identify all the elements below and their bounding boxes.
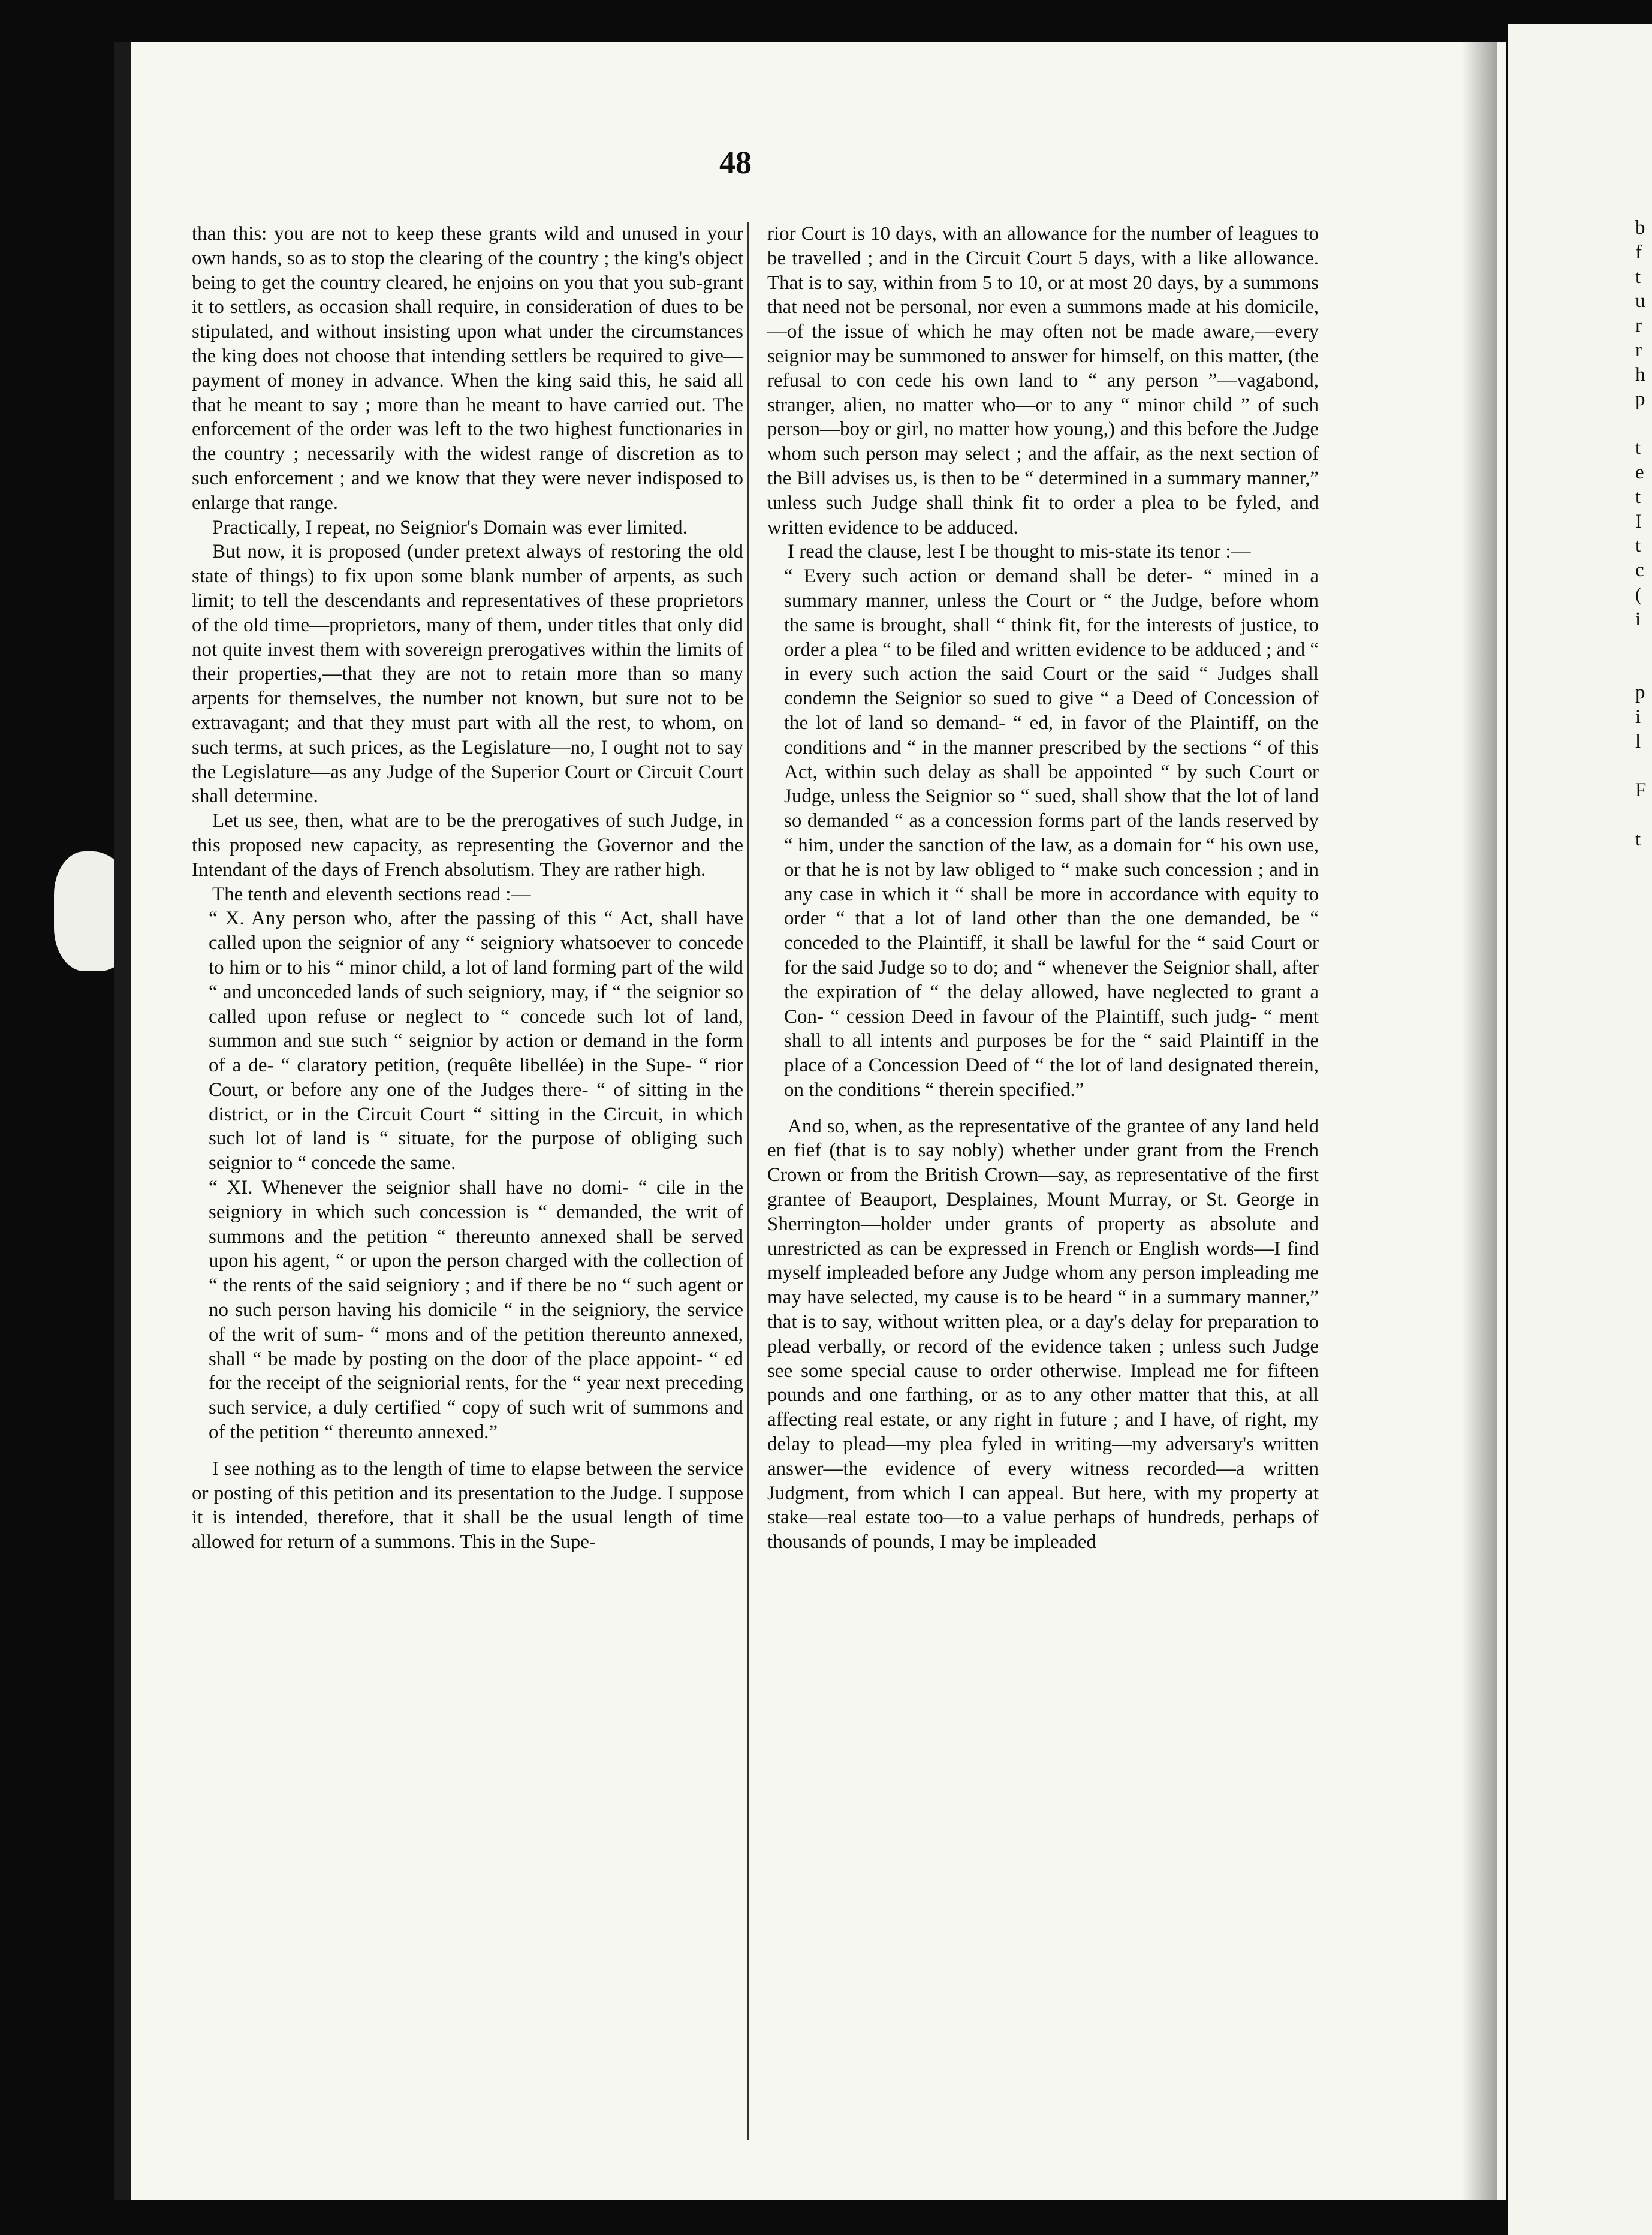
paragraph: And so, when, as the representative of the grantee of any land held en fief (that is to say nobly) whether under grant from the French Crown or from the British Crown—say, as representative of the first grantee of Beauport, Desplaines, Mount Murray, or St. George in Sherrington—holder under grants of property as absolute and unrestricted as can be expressed in French or English words—I find myself impleaded before any Judge whom any person impleading me may have selected, my cause is to be heard “ in a summary manner,” that is to say, without written plea, or a day's delay for preparation to plead verbally, or record of the evidence taken ; unless such Judge see some special cause to order otherwise. Implead me for fifteen pounds and one farthing, or as to any other matter that this, at all affecting real estate, or any right in future ; and I have, of right, my delay to plead—my plea fyled in writing—my adversary's written answer—the evidence of every witness recorded—a written Judgment, from which I can appeal. But here, with my property at stake—real estate too—to a value perhaps of hundreds, perhaps of thousands of pounds, I may be impleaded bbox=[767, 1115, 1319, 1553]
fragment-char: r bbox=[1635, 315, 1642, 337]
fragment-char: c bbox=[1635, 559, 1644, 582]
page-number: 48 bbox=[719, 144, 752, 180]
fragment-char bbox=[1635, 754, 1652, 779]
fragment-char bbox=[1635, 411, 1652, 436]
fragment-char: I bbox=[1635, 510, 1642, 532]
fragment-char: b bbox=[1635, 217, 1645, 239]
fragment-char bbox=[1635, 656, 1652, 680]
fragment-char: i bbox=[1635, 608, 1641, 630]
paragraph: than this: you are not to keep these grants wild and unused in your own hands, so as to stop the clearing of the country ; the king's object being to get the country cleared, he enjoins on you that you sub-grant it to settlers, as occasion shall require, in consideration of dues to be stipulated, and without insisting upon what under the circumstances the king does not choose that intending settlers be required to give— payment of money in advance. When the king said this, he said all that he meant to say ; more than he meant to have carried out. The enforcement of the order was left to the two highest functionaries in the country ; necessarily with the widest range of discretion as to such enforcement ; and we know that they were never indisposed to enlarge that range. bbox=[192, 223, 743, 514]
paragraph: “ Every such action or demand shall be deter- “ mined in a summary manner, unless the Court or “ the Judge, before whom the same is brought, shall “ think fit, for the interests of justice, to order a plea “ to be filed and written evidence to be adduced ; and “ in every such action the said Court or the said “ Judges shall condemn the Seignior so sued to give “ a Deed of Concession of the lot of land so demand- “ ed, in favor of the Plaintiff, on the conditions and “ in the manner prescribed by the sections “ of this Act, within such delay as shall be appointed “ by such Court or Judge, unless the Seignior so “ sued, shall show that the lot of land so demanded “ as a concession forms part of the lands reserved by “ him, under the sanction of the law, as a domain for “ his own use, or that he is not by law obliged to “ make such concession ; and in any case in which it “ shall be more in accordance with equity to order “ that a lot of land other than the one demanded, be “ conceded to the Plaintiff, it shall be lawful for the “ said Court or for the said Judge so to do; and “ whenever the Seignior shall, after the expiration of “ the delay allowed, have neglected to grant a Con- “ cession Deed in favour of the Plaintiff, such judg- “ ment shall to all intents and purposes be for the “ said Plaintiff in the place of a Concession Deed of “ the lot of land designated therein, on the conditions “ therein specified.” bbox=[784, 565, 1319, 1101]
fragment-char bbox=[1635, 803, 1652, 827]
fragment-char bbox=[1635, 632, 1652, 656]
fragment-char: t bbox=[1635, 828, 1641, 850]
fragment-char: ( bbox=[1635, 583, 1642, 606]
fragment-char: r bbox=[1635, 339, 1642, 361]
paragraph: rior Court is 10 days, with an allowance for the number of leagues to be travelled ; and in the Circuit Court 5 days, with a like allowance. That is to say, within from 5 to 10, or at most 20 days, by a summons that need not be personal, nor even a summons made at his domicile,—of the issue of which he may often not be made aware,—every seignior may be summoned to answer for himself, on this matter, (the refusal to con cede his own land to “ any person ”—vagabond, stranger, alien, no matter who—or to any “ minor child ” of such person—boy or girl, no matter how young,) and this before the Judge whom such person may select ; and the affair, as the next section of the Bill advises us, is then to be “ determined in a summary manner,” unless such Judge shall think fit to order a plea to be fyled, and written evidence to be adduced. bbox=[767, 223, 1319, 538]
fragment-char: t bbox=[1635, 486, 1641, 508]
paragraph: But now, it is proposed (under pretext always of restoring the old state of things) to fix upon some blank number of arpents, as such limit; to tell the descendants and representatives of these proprietors of the old time—proprietors, many of them, under titles that only did not quite invest them with sovereign prerogatives within the limits of their properties,—that they are not to retain more than so many arpents for themselves, the number not known, but sure not to be extravagant; and that they must part with all the rest, to whom, on such terms, at such prices, as the Legislature—no, I ought not to say the Legislature—as any Judge of the Superior Court or Circuit Court shall determine. bbox=[192, 541, 743, 808]
fragment-char: t bbox=[1635, 266, 1641, 288]
gutter-shadow bbox=[1461, 42, 1497, 2200]
fragment-char: p bbox=[1635, 388, 1645, 410]
left-text-column bbox=[192, 222, 743, 1555]
paragraph: I see nothing as to the length of time to elapse between the service or posting of this petition and its presentation to the Judge. I suppose it is intended, therefore, that it shall be the usual length of time allowed for return of a summons. This in the Supe- bbox=[192, 1457, 743, 1553]
fragment-char: t bbox=[1635, 437, 1641, 459]
page-right bbox=[1508, 24, 1652, 2235]
fragment-char: F bbox=[1635, 779, 1647, 802]
fragment-char: i bbox=[1635, 706, 1641, 728]
paragraph: “ XI. Whenever the seignior shall have no domi- “ cile in the seigniory in which such concession is “ demanded, the writ of summons and the petition “ thereunto annexed shall be served upon his agent, “ or upon the person charged with the collection of “ the rents of the said seigniory ; and if there be no “ such agent or no such person having his domicile “ in the seigniory, the service of the writ of sum- “ mons and of the petition thereunto annexed, shall “ be made by posting on the door of the place appoint- “ ed for the receipt of the seigniorial rents, for the “ year next preceding such service, a duly certified “ copy of such writ of summons and of the petition “ thereunto annexed.” bbox=[209, 1177, 743, 1444]
paragraph: “ X. Any person who, after the passing of this “ Act, shall have called upon the seignior of any “ seigniory whatsoever to concede to him or to his “ minor child, a lot of land forming part of the wild “ and unconceded lands of such seigniory, may, if “ the seignior so called upon refuse or neglect to “ concede such lot of land, summon and sue such “ seignior by action or demand in the form of a de- “ claratory petition, (requête libellée) in the Supe- “ rior Court, or before any one of the Judges there- “ of sitting in the district, or in the Circuit Court “ sitting in the Circuit, in which such lot of land is “ situate, for the purpose of obliging such seignior to “ concede the same. bbox=[209, 908, 743, 1174]
paragraph: Let us see, then, what are to be the prerogatives of such Judge, in this proposed new capacity, as representing the Governor and the Intendant of the days of French absolutism. They are rather high. bbox=[192, 810, 743, 881]
fragment-char: p bbox=[1635, 682, 1645, 704]
paragraph: Practically, I repeat, no Seignior's Domain was ever limited. bbox=[212, 516, 688, 538]
right-text-column bbox=[767, 222, 1319, 1555]
right-page-fragment bbox=[1635, 216, 1652, 852]
paragraph: I read the clause, lest I be thought to mis-state its tenor :— bbox=[788, 541, 1251, 563]
fragment-char: f bbox=[1635, 241, 1642, 263]
fragment-char: h bbox=[1635, 363, 1645, 385]
fragment-char: t bbox=[1635, 535, 1641, 557]
column-rule bbox=[747, 222, 749, 2140]
fragment-char: e bbox=[1635, 461, 1644, 483]
fragment-char: l bbox=[1635, 730, 1641, 752]
fragment-char: u bbox=[1635, 290, 1645, 312]
paragraph: The tenth and eleventh sections read :— bbox=[212, 883, 531, 905]
